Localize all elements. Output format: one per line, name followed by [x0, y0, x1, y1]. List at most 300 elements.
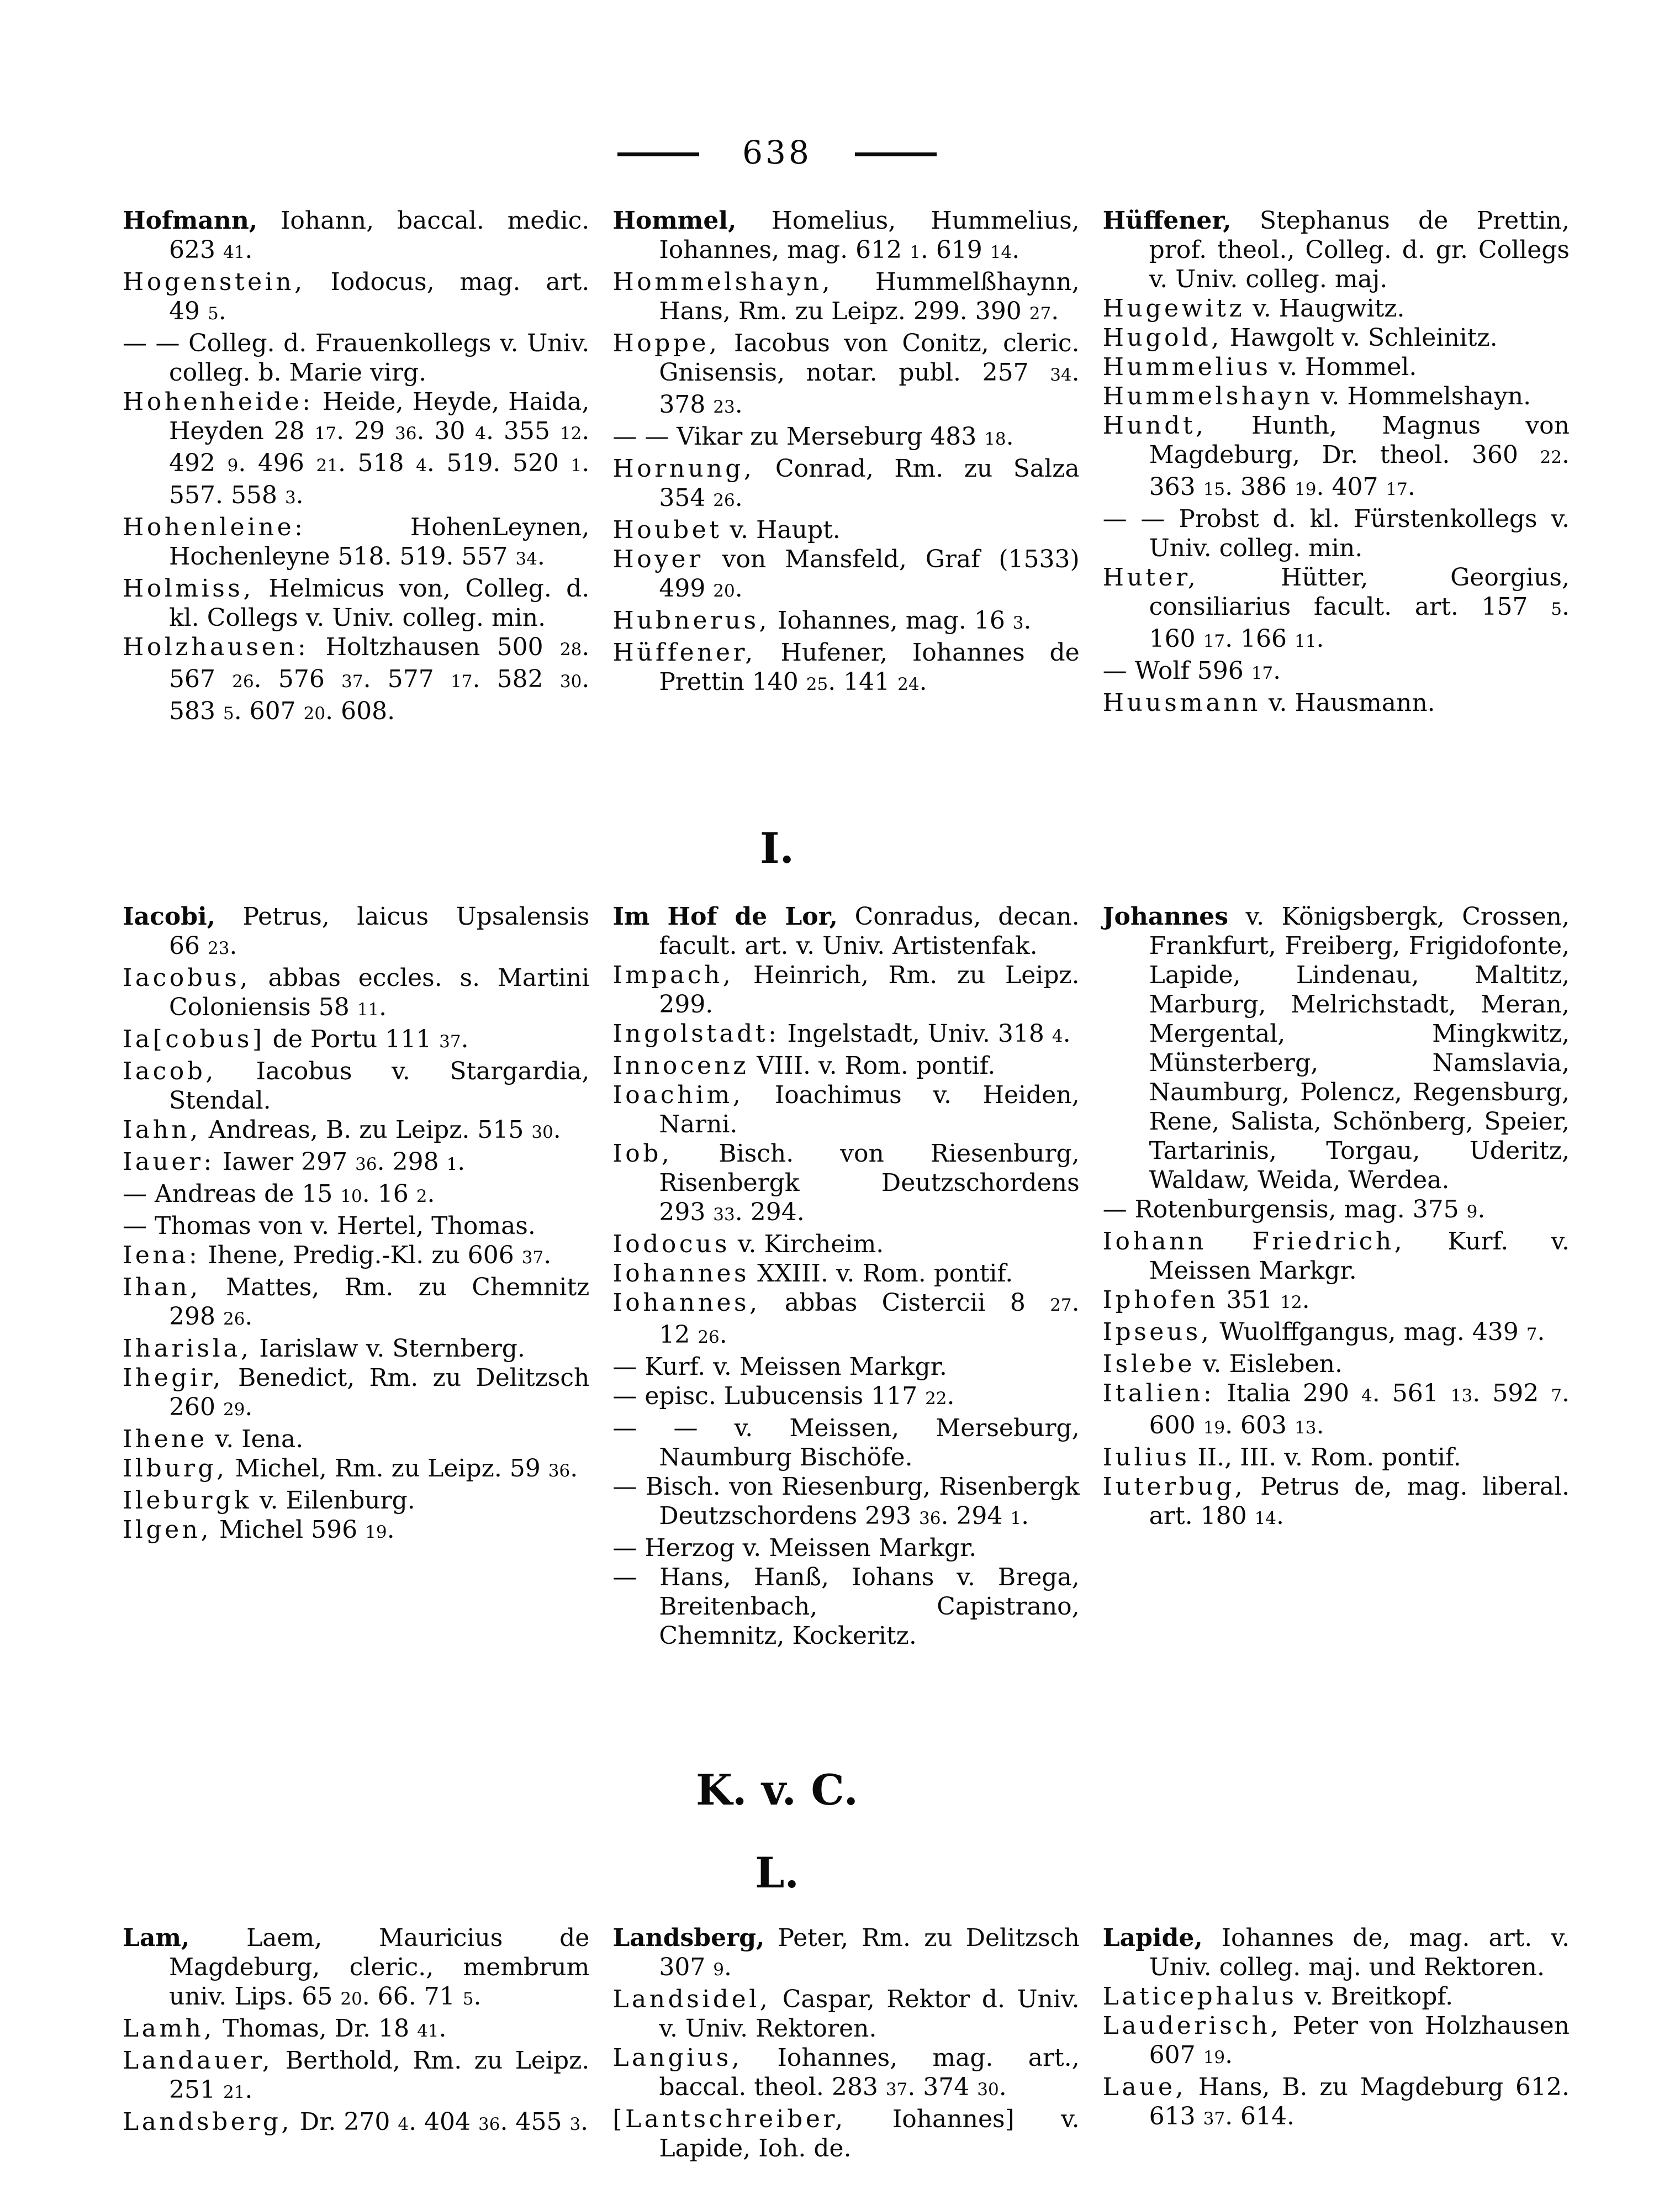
entry-text: Helmicus von, Colleg. d. kl. Collegs v. Univ. colleg. min. — [169, 574, 590, 632]
index-entry — [123, 1179, 589, 1211]
line-number: 4 — [1361, 1386, 1372, 1406]
line-number: 25 — [806, 674, 828, 694]
line-number: 11 — [1295, 631, 1317, 651]
line-number: 34 — [515, 549, 537, 569]
entry-headword: Landsidel, — [612, 1985, 771, 2013]
entry-text: v. Haupt. — [722, 516, 841, 544]
entry-headword: Landsberg, — [612, 1924, 765, 1952]
line-number: 36 — [548, 1461, 570, 1481]
entry-headword: Iacobus, — [123, 964, 251, 992]
entry-text: Stephanus de Prettin, prof. theol., Colleg. d. gr. Collegs v. Univ. colleg. maj. — [1149, 207, 1570, 293]
index-entry — [612, 902, 1079, 961]
index-entry — [612, 1563, 1079, 1650]
index-entry — [612, 1230, 1079, 1259]
entry-headword: Huusmann — [1102, 689, 1261, 717]
entry-text: — episc. Lubucensis 117 22. — [612, 1382, 955, 1410]
index-entry — [123, 1211, 589, 1241]
index-section — [123, 206, 1570, 729]
line-number: 37 — [341, 672, 363, 692]
entry-text: Iohannes] v. Lapide, Ioh. de. — [659, 2105, 1080, 2162]
entry-text: HohenLeynen, Hochenleyne 518. 519. 557 34. — [169, 513, 590, 571]
line-number: 4 — [1052, 1026, 1063, 1046]
index-entry — [123, 387, 589, 513]
entry-headword: Iauer: — [123, 1148, 215, 1176]
entry-headword: Iuterbug, — [1102, 1473, 1246, 1501]
entry-headword: Hugewitz — [1102, 294, 1245, 323]
entry-text: de Portu 111 37. — [265, 1025, 469, 1053]
index-entry — [1103, 206, 1570, 294]
index-entry — [1103, 902, 1570, 1195]
entry-headword: Hohenheide: — [123, 388, 314, 416]
index-entry — [1103, 352, 1570, 382]
entry-headword: Lam, — [123, 1924, 190, 1952]
index-entry — [123, 1425, 589, 1454]
entry-headword: Hommel, — [612, 207, 737, 235]
index-entry — [123, 1454, 589, 1486]
entry-headword: Hummelius — [1102, 353, 1271, 381]
entry-text: v. Iena. — [207, 1425, 304, 1453]
line-number: 12 — [559, 424, 582, 444]
entry-headword: Hüffener, — [1102, 207, 1232, 235]
entry-text: Hummelßhaynn, Hans, Rm. zu Leipz. 299. 390 27. — [659, 268, 1080, 325]
entry-text: v. Hausmann. — [1260, 689, 1435, 717]
entry-text: Benedict, Rm. zu Delitzsch 260 29. — [169, 1364, 590, 1421]
entry-headword: Landauer, — [123, 2046, 273, 2075]
index-entry — [1103, 563, 1570, 656]
index-entry — [1103, 1982, 1570, 2011]
line-number: 13 — [1295, 1418, 1317, 1438]
index-entry — [123, 1363, 589, 1425]
line-number: 37 — [885, 2080, 908, 2100]
entry-headword: Hummelshayn — [1102, 382, 1313, 410]
index-entry — [612, 1985, 1079, 2043]
line-number: 22 — [1540, 447, 1562, 467]
entry-headword: Hommelshayn, — [612, 268, 833, 296]
entry-headword: Landsberg, — [123, 2108, 292, 2136]
line-number: 17 — [314, 424, 337, 444]
index-entry — [1103, 688, 1570, 718]
entry-headword: Laticephalus — [1102, 1982, 1297, 2011]
entry-headword: Hogenstein, — [123, 268, 305, 296]
index-entry — [612, 1923, 1079, 1985]
index-section — [123, 826, 1570, 1650]
entry-headword: Iohannes — [612, 1259, 750, 1288]
entry-headword: Hohenleine: — [123, 513, 306, 541]
index-entry — [612, 1019, 1079, 1051]
line-number: 41 — [417, 2021, 439, 2041]
entry-text: Hufener, Iohannes de Prettin 140 25. 141 24. — [659, 639, 1080, 696]
index-entry — [612, 206, 1079, 267]
entry-text: Iacobus von Conitz, cleric. Gnisensis, notar. publ. 257 34. 378 23. — [659, 329, 1080, 419]
entry-text: Caspar, Rektor d. Univ. v. Univ. Rektoren. — [659, 1985, 1080, 2043]
index-section — [123, 1850, 1570, 2163]
index-entry — [123, 329, 589, 387]
index-entry — [1103, 294, 1570, 323]
line-number: 26 — [713, 490, 735, 510]
line-number: 29 — [223, 1400, 245, 1420]
entry-headword: Lapide, — [1102, 1924, 1203, 1952]
entry-headword: Ihan, — [123, 1273, 201, 1301]
header-rule-right — [855, 152, 937, 156]
entry-text: Holtzhausen 500 28. 567 26. 576 37. 577 17. 582 30. 583 5. 607 20. 608. — [169, 633, 590, 725]
entry-headword: Iodocus — [612, 1230, 730, 1258]
index-entry — [612, 267, 1079, 329]
entry-text: Laem, Mauricius de Magdeburg, cleric., membrum univ. Lips. 65 20. 66. 71 5. — [169, 1924, 590, 2011]
line-number: 2 — [416, 1186, 427, 1206]
entry-text: Petrus de, mag. liberal. art. 180 14. — [1149, 1473, 1570, 1530]
index-entry — [123, 1334, 589, 1363]
line-number: 7 — [1551, 1386, 1562, 1406]
entry-text: Peter, Rm. zu Delitzsch 307 9. — [659, 1924, 1080, 1981]
entry-headword: Lauderisch, — [1102, 2012, 1281, 2040]
line-number: 20 — [713, 581, 735, 601]
entry-headword: Lamh, — [123, 2014, 215, 2043]
entry-text: Iarislaw v. Sternberg. — [251, 1335, 525, 1363]
entry-text: Berthold, Rm. zu Leipz. 251 21. — [169, 2046, 590, 2104]
line-number: 20 — [303, 704, 326, 724]
line-number: 36 — [919, 1508, 941, 1528]
header-rule-left — [617, 152, 699, 156]
index-entry — [123, 2107, 589, 2139]
index-entry — [612, 329, 1079, 422]
entry-headword: Hugold, — [1102, 324, 1222, 352]
line-number: 9 — [713, 1960, 725, 1980]
index-column — [123, 206, 589, 729]
section-heading: L. — [755, 1848, 799, 1897]
line-number: 21 — [316, 456, 338, 476]
line-number: 33 — [713, 1205, 735, 1225]
entry-text: Ihene, Predig.-Kl. zu 606 37. — [200, 1241, 552, 1269]
entry-headword: Iohann Friedrich, — [1102, 1227, 1406, 1256]
line-number: 27 — [1029, 304, 1052, 324]
entry-text: Ingelstadt, Univ. 318 4. — [779, 1020, 1071, 1048]
entry-text: v. Kircheim. — [730, 1230, 884, 1258]
entry-text: — Thomas von v. Hertel, Thomas. — [123, 1212, 536, 1240]
index-entry — [1103, 1443, 1570, 1472]
line-number: 24 — [897, 674, 920, 694]
entry-text: Iohannes de, mag. art. v. Univ. colleg. maj. und Rektoren. — [1149, 1924, 1570, 1981]
index-entry — [1103, 323, 1570, 352]
entry-headword: Impach, — [612, 961, 734, 989]
index-entry — [612, 961, 1079, 1019]
index-entry — [123, 1115, 589, 1147]
index-entry — [612, 1139, 1079, 1230]
line-number: 1 — [446, 1154, 458, 1174]
line-number: 17 — [1251, 663, 1274, 683]
index-entry — [123, 1241, 589, 1273]
entry-text: Homelius, Hummelius, Iohannes, mag. 612 1. 619 14. — [659, 207, 1080, 264]
index-entry — [123, 2014, 589, 2046]
line-number: 19 — [1295, 479, 1317, 499]
entry-headword: Langius, — [612, 2044, 743, 2072]
index-entry — [1103, 1227, 1570, 1285]
index-entry — [123, 632, 589, 729]
line-number: 36 — [355, 1154, 377, 1174]
entry-headword: Houbet — [612, 516, 722, 544]
line-number: 26 — [698, 1327, 720, 1347]
entry-text: — Bisch. von Riesenburg, Risenbergk Deutzschordens 293 36. 294 1. — [612, 1473, 1080, 1530]
line-number: 9 — [1466, 1202, 1478, 1222]
entry-text: II., III. v. Rom. pontif. — [1190, 1443, 1461, 1471]
line-number: 19 — [1203, 2048, 1225, 2067]
entry-headword: Ilburg, — [123, 1454, 228, 1483]
entry-text: Michel, Rm. zu Leipz. 59 36. — [227, 1454, 578, 1483]
section-columns — [123, 206, 1570, 729]
index-entry — [1103, 2011, 1570, 2072]
line-number: 19 — [365, 1522, 387, 1542]
line-number: 34 — [1050, 365, 1072, 385]
index-entry — [123, 513, 589, 574]
index-column — [1103, 902, 1570, 1650]
entry-text: Hans, B. zu Magdeburg 612. 613 37. 614. — [1149, 2073, 1570, 2130]
section-columns — [123, 1923, 1570, 2163]
index-entry — [1103, 382, 1570, 411]
index-column — [1103, 1923, 1570, 2163]
entry-text: abbas eccles. s. Martini Coloniensis 58 11. — [169, 964, 590, 1021]
index-entry — [1103, 1317, 1570, 1349]
line-number: 36 — [478, 2114, 500, 2134]
index-entry — [612, 1472, 1079, 1533]
entry-headword: Im Hof de Lor, — [612, 903, 838, 931]
index-entry — [1103, 1379, 1570, 1443]
line-number: 37 — [439, 1032, 461, 1052]
line-number: 1 — [1010, 1508, 1022, 1528]
line-number: 5 — [1551, 599, 1562, 619]
line-number: 5 — [207, 304, 219, 324]
index-entry — [612, 1381, 1079, 1413]
index-entry — [123, 1025, 589, 1057]
index-entry — [612, 638, 1079, 699]
entry-text: Dr. 270 4. 404 36. 455 3. — [292, 2108, 589, 2136]
entry-headword: Innocenz — [612, 1052, 749, 1080]
entry-text: Petrus, laicus Upsalensis 66 23. — [169, 903, 590, 960]
entry-text: Michel 596 19. — [211, 1516, 395, 1544]
entry-text: Hawgolt v. Schleinitz. — [1222, 324, 1498, 352]
entry-headword: Iohannes, — [612, 1289, 760, 1317]
entry-text: — Rotenburgensis, mag. 375 9. — [1102, 1195, 1486, 1223]
line-number: 17 — [451, 672, 473, 692]
index-column — [123, 902, 589, 1650]
line-number: 4 — [475, 424, 487, 444]
entry-text: — — v. Meissen, Merseburg, Naumburg Bischöfe. — [612, 1414, 1080, 1471]
index-entry — [612, 2043, 1079, 2104]
line-number: 26 — [232, 672, 254, 692]
entry-text: v. Breitkopf. — [1297, 1982, 1454, 2011]
line-number: 30 — [531, 1122, 553, 1142]
index-column — [612, 1923, 1079, 2163]
index-entry — [612, 422, 1079, 454]
entry-text: Conradus, decan. facult. art. v. Univ. Artistenfak. — [659, 903, 1080, 960]
entry-text: Mattes, Rm. zu Chemnitz 298 26. — [169, 1273, 590, 1331]
line-number: 30 — [977, 2080, 999, 2100]
entry-text: Andreas, B. zu Leipz. 515 30. — [200, 1116, 561, 1144]
index-entry — [123, 1057, 589, 1115]
index-entry — [123, 1273, 589, 1334]
page-number: 638 — [742, 134, 812, 171]
entry-headword: Hoyer — [612, 545, 704, 573]
entry-text: Wuolffgangus, mag. 439 7. — [1212, 1318, 1545, 1346]
index-entry — [612, 2104, 1079, 2163]
entry-text: Ioachimus v. Heiden, Narni. — [659, 1081, 1080, 1138]
entry-headword: Ihene — [123, 1425, 208, 1453]
index-column — [1103, 206, 1570, 729]
index-entry — [612, 1413, 1079, 1472]
entry-headword: Hornung, — [612, 455, 755, 483]
entry-text: v. Hommelshayn. — [1313, 382, 1531, 410]
line-number: 5 — [462, 1989, 474, 2009]
line-number: 12 — [1280, 1293, 1302, 1312]
index-entry — [1103, 1472, 1570, 1533]
index-entry — [612, 1051, 1079, 1080]
entry-text: Kurf. v. Meissen Markgr. — [1149, 1227, 1570, 1285]
entry-text: — — Vikar zu Merseburg 483 18. — [612, 423, 1014, 451]
entry-text: Iodocus, mag. art. 49 5. — [169, 268, 590, 325]
entry-headword: Huter, — [1102, 563, 1199, 592]
section-heading: I. — [759, 824, 794, 873]
line-number: 30 — [559, 672, 582, 692]
entry-text: Iacobus v. Stargardia, Stendal. — [169, 1057, 590, 1115]
line-number: 22 — [925, 1389, 947, 1409]
section-heading: K. v. C. — [695, 1765, 859, 1815]
line-number: 23 — [207, 938, 230, 958]
line-number: 37 — [1203, 2109, 1225, 2129]
entry-text: Peter von Holzhausen 607 19. — [1149, 2012, 1570, 2069]
entry-headword: Laue, — [1102, 2073, 1186, 2101]
line-number: 3 — [1012, 613, 1024, 633]
index-section — [123, 1765, 1570, 1815]
line-number: 23 — [713, 397, 735, 417]
entry-text: v. Eilenburg. — [251, 1486, 415, 1515]
entry-headword: Ipseus, — [1102, 1318, 1212, 1346]
line-number: 21 — [223, 2082, 245, 2102]
index-entry — [1103, 411, 1570, 504]
entry-text: Iohann, baccal. medic. 623 41. — [169, 207, 590, 264]
line-number: 1 — [570, 456, 582, 476]
line-number: 4 — [398, 2114, 409, 2134]
entry-text: v. Königsbergk, Crossen, Frankfurt, Freiberg, Frigidofonte, Lapide, Lindenau, Maltitz, Marburg, Melrichstadt, Meran, Mergental, Mingkwitz, Münsterberg, Namslavia, Naumburg, Polencz, Regensburg, Rene, Salista, Schönberg, Speier, Tartarinis, Torgau, Uderitz, Waldaw, Weida, Werdea. — [1149, 903, 1570, 1194]
line-number: 17 — [1386, 479, 1408, 499]
entry-text: — Andreas de 15 10. 16 2. — [123, 1180, 435, 1208]
index-entry — [612, 1259, 1079, 1288]
entry-headword: Iacob, — [123, 1057, 216, 1085]
entry-headword: Ingolstadt: — [612, 1020, 780, 1048]
entry-headword: Ilgen, — [123, 1516, 212, 1544]
index-entry — [123, 267, 589, 329]
line-number: 37 — [521, 1248, 544, 1268]
entry-text: — Herzog v. Meissen Markgr. — [612, 1534, 977, 1562]
line-number: 14 — [990, 242, 1012, 262]
entry-text: Bisch. von Riesenburg, Risenbergk Deutzschordens 293 33. 294. — [659, 1140, 1080, 1226]
index-entry — [1103, 1349, 1570, 1379]
line-number: 18 — [984, 429, 1006, 449]
index-column — [612, 902, 1079, 1650]
index-column — [123, 1923, 589, 2163]
line-number: 27 — [1050, 1295, 1072, 1315]
entry-text: — — Probst d. kl. Fürstenkollegs v. Univ. colleg. min. — [1102, 505, 1570, 562]
index-entry — [123, 2046, 589, 2107]
line-number: 5 — [223, 704, 234, 724]
entry-text: Conrad, Rm. zu Salza 354 26. — [659, 455, 1080, 512]
entry-headword: Iphofen — [1102, 1286, 1219, 1314]
entry-text: abbas Cistercii 8 27. 12 26. — [659, 1289, 1080, 1349]
index-entry — [123, 206, 589, 267]
line-number: 9 — [227, 456, 239, 476]
index-entry — [612, 1533, 1079, 1563]
index-entry — [612, 1352, 1079, 1381]
entry-text: v. Haugwitz. — [1245, 294, 1405, 323]
line-number: 13 — [1450, 1386, 1473, 1406]
index-entry — [123, 1923, 589, 2014]
index-entry — [1103, 656, 1570, 688]
entry-text: — Hans, Hanß, Iohans v. Brega, Breitenbach, Capistrano, Chemnitz, Kockeritz. — [612, 1563, 1080, 1650]
index-entry — [123, 574, 589, 632]
index-entry — [123, 1486, 589, 1515]
line-number: 11 — [357, 1000, 379, 1020]
entry-headword: Hofmann, — [123, 207, 258, 235]
line-number: 4 — [416, 456, 427, 476]
entry-headword: Hundt, — [1102, 412, 1207, 440]
entry-text: Thomas, Dr. 18 41. — [215, 2014, 447, 2043]
line-number: 3 — [284, 488, 296, 508]
entry-headword: Iahn, — [123, 1116, 201, 1144]
page-header — [54, 135, 1501, 170]
line-number: 14 — [1254, 1508, 1276, 1528]
line-number: 19 — [1203, 1418, 1225, 1438]
entry-headword: Iharisla, — [123, 1335, 252, 1363]
line-number: 41 — [223, 242, 245, 262]
entry-text: XXIII. v. Rom. pontif. — [749, 1259, 1013, 1288]
line-number: 7 — [1526, 1325, 1538, 1344]
index-sections — [123, 206, 1570, 2163]
entry-headword: [Lantschreiber, — [612, 2105, 846, 2133]
entry-text: — Kurf. v. Meissen Markgr. — [612, 1353, 947, 1381]
index-entry — [1103, 2072, 1570, 2134]
entry-headword: Ihegir, — [123, 1364, 224, 1392]
entry-text: Iohannes, mag. 16 3. — [770, 606, 1032, 635]
index-entry — [123, 1515, 589, 1547]
index-entry — [123, 1147, 589, 1179]
index-entry — [1103, 1195, 1570, 1227]
entry-text: — — Colleg. d. Frauenkollegs v. Univ. colleg. b. Marie virg. — [123, 329, 590, 387]
line-number: 15 — [1203, 479, 1225, 499]
index-entry — [123, 902, 589, 963]
line-number: 36 — [394, 424, 417, 444]
entry-headword: Iulius — [1102, 1443, 1190, 1471]
entry-headword: Iob, — [612, 1140, 673, 1168]
entry-headword: Hoppe, — [612, 329, 720, 357]
index-entry — [1103, 1285, 1570, 1317]
entry-text: 351 12. — [1218, 1286, 1310, 1314]
index-entry — [612, 545, 1079, 606]
entry-headword: Italien: — [1102, 1379, 1215, 1407]
index-entry — [1103, 1923, 1570, 1982]
index-entry — [1103, 504, 1570, 563]
line-number: 3 — [569, 2114, 581, 2134]
entry-headword: Ileburgk — [123, 1486, 252, 1515]
entry-headword: Islebe — [1102, 1350, 1195, 1378]
entry-text: Hunth, Magnus von Magdeburg, Dr. theol. 360 22. 363 15. 386 19. 407 17. — [1149, 412, 1570, 501]
index-entry — [612, 1288, 1079, 1352]
entry-text: Heide, Heyde, Haida, Heyden 28 17. 29 36. 30 4. 355 12. 492 9. 496 21. 518 4. 519. 520 1. 557. 558 3. — [169, 388, 590, 509]
entry-text: Iohannes, mag. art., baccal. theol. 283 37. 374 30. — [659, 2044, 1080, 2101]
entry-headword: Holmiss, — [123, 574, 254, 603]
line-number: 10 — [340, 1186, 362, 1206]
index-entry — [612, 606, 1079, 638]
line-number: 17 — [1203, 631, 1225, 651]
line-number: 26 — [223, 1309, 245, 1329]
entry-headword: Holzhausen: — [123, 633, 309, 661]
index-column — [612, 206, 1079, 729]
